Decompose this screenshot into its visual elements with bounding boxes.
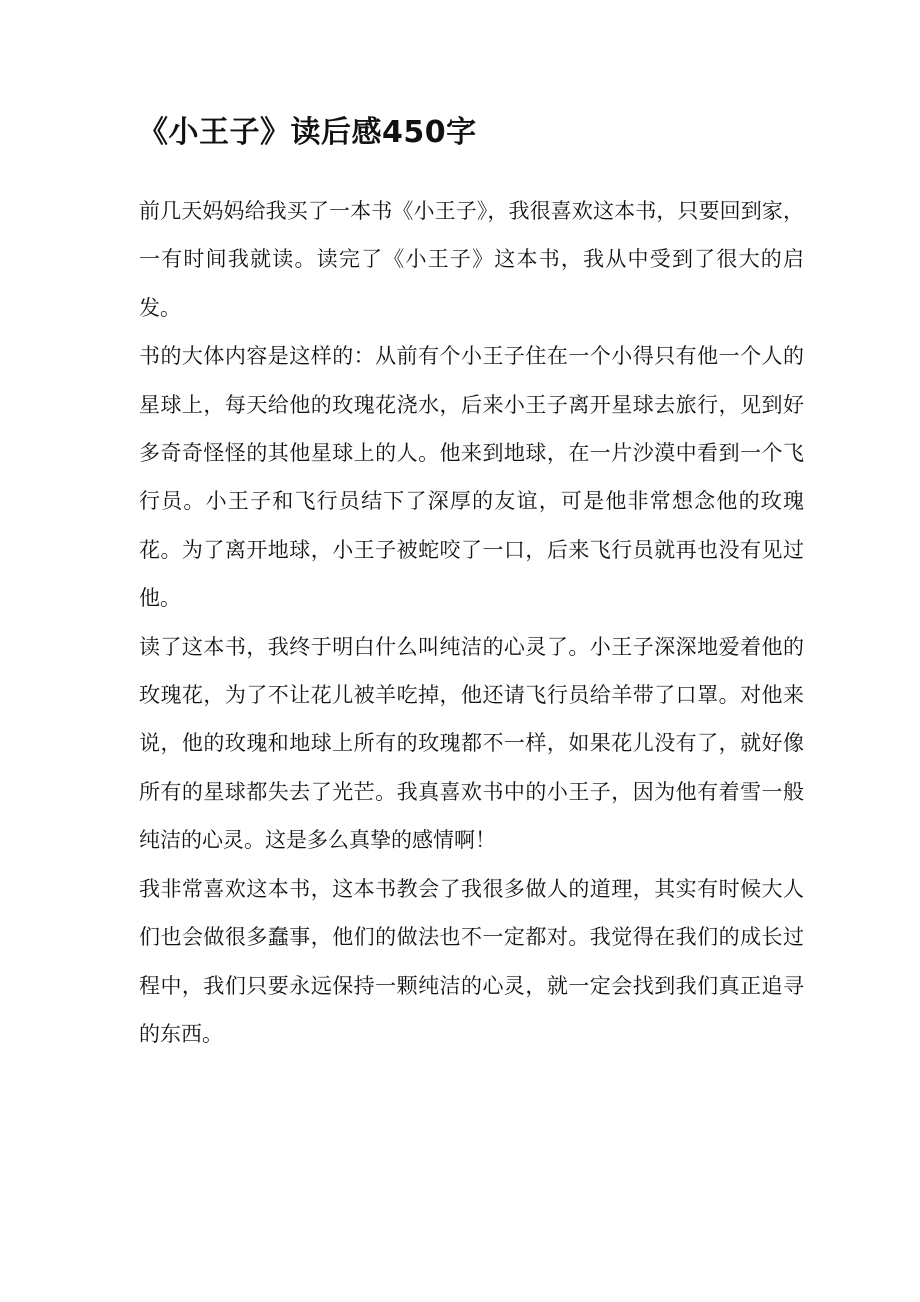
paragraph-4: 我非常喜欢这本书，这本书教会了我很多做人的道理，其实有时候大人们也会做很多蠢事，他们的做法也不一定都对。我觉得在我们的成长过程中，我们只要永远保持一颗纯洁的心灵，就一定会找到我们真正追寻的东西。 [139,876,804,1046]
document-body [139,187,804,1058]
document-title: 《小王子》读后感450字 [138,115,477,150]
paragraph-2: 书的大体内容是这样的：从前有个小王子住在一个小得只有他一个人的星球上，每天给他的玫瑰花浇水，后来小王子离开星球去旅行，见到好多奇奇怪怪的其他星球上的人。他来到地球，在一片沙漠中看到一个飞行员。小王子和飞行员结下了深厚的友谊，可是他非常想念他的玫瑰花。为了离开地球，小王子被蛇咬了一口，后来飞行员就再也没有见过他。 [139,344,804,611]
paragraph-3: 读了这本书，我终于明白什么叫纯洁的心灵了。小王子深深地爱着他的玫瑰花，为了不让花儿被羊吃掉，他还请飞行员给羊带了口罩。对他来说，他的玫瑰和地球上所有的玫瑰都不一样，如果花儿没有了，就好像所有的星球都失去了光芒。我真喜欢书中的小王子，因为他有着雪一般纯洁的心灵。这是多么真挚的感情啊！ [139,634,804,853]
paragraph-1: 前几天妈妈给我买了一本书《小王子》，我很喜欢这本书，只要回到家，一有时间我就读。读完了《小王子》这本书，我从中受到了很大的启发。 [139,199,804,320]
